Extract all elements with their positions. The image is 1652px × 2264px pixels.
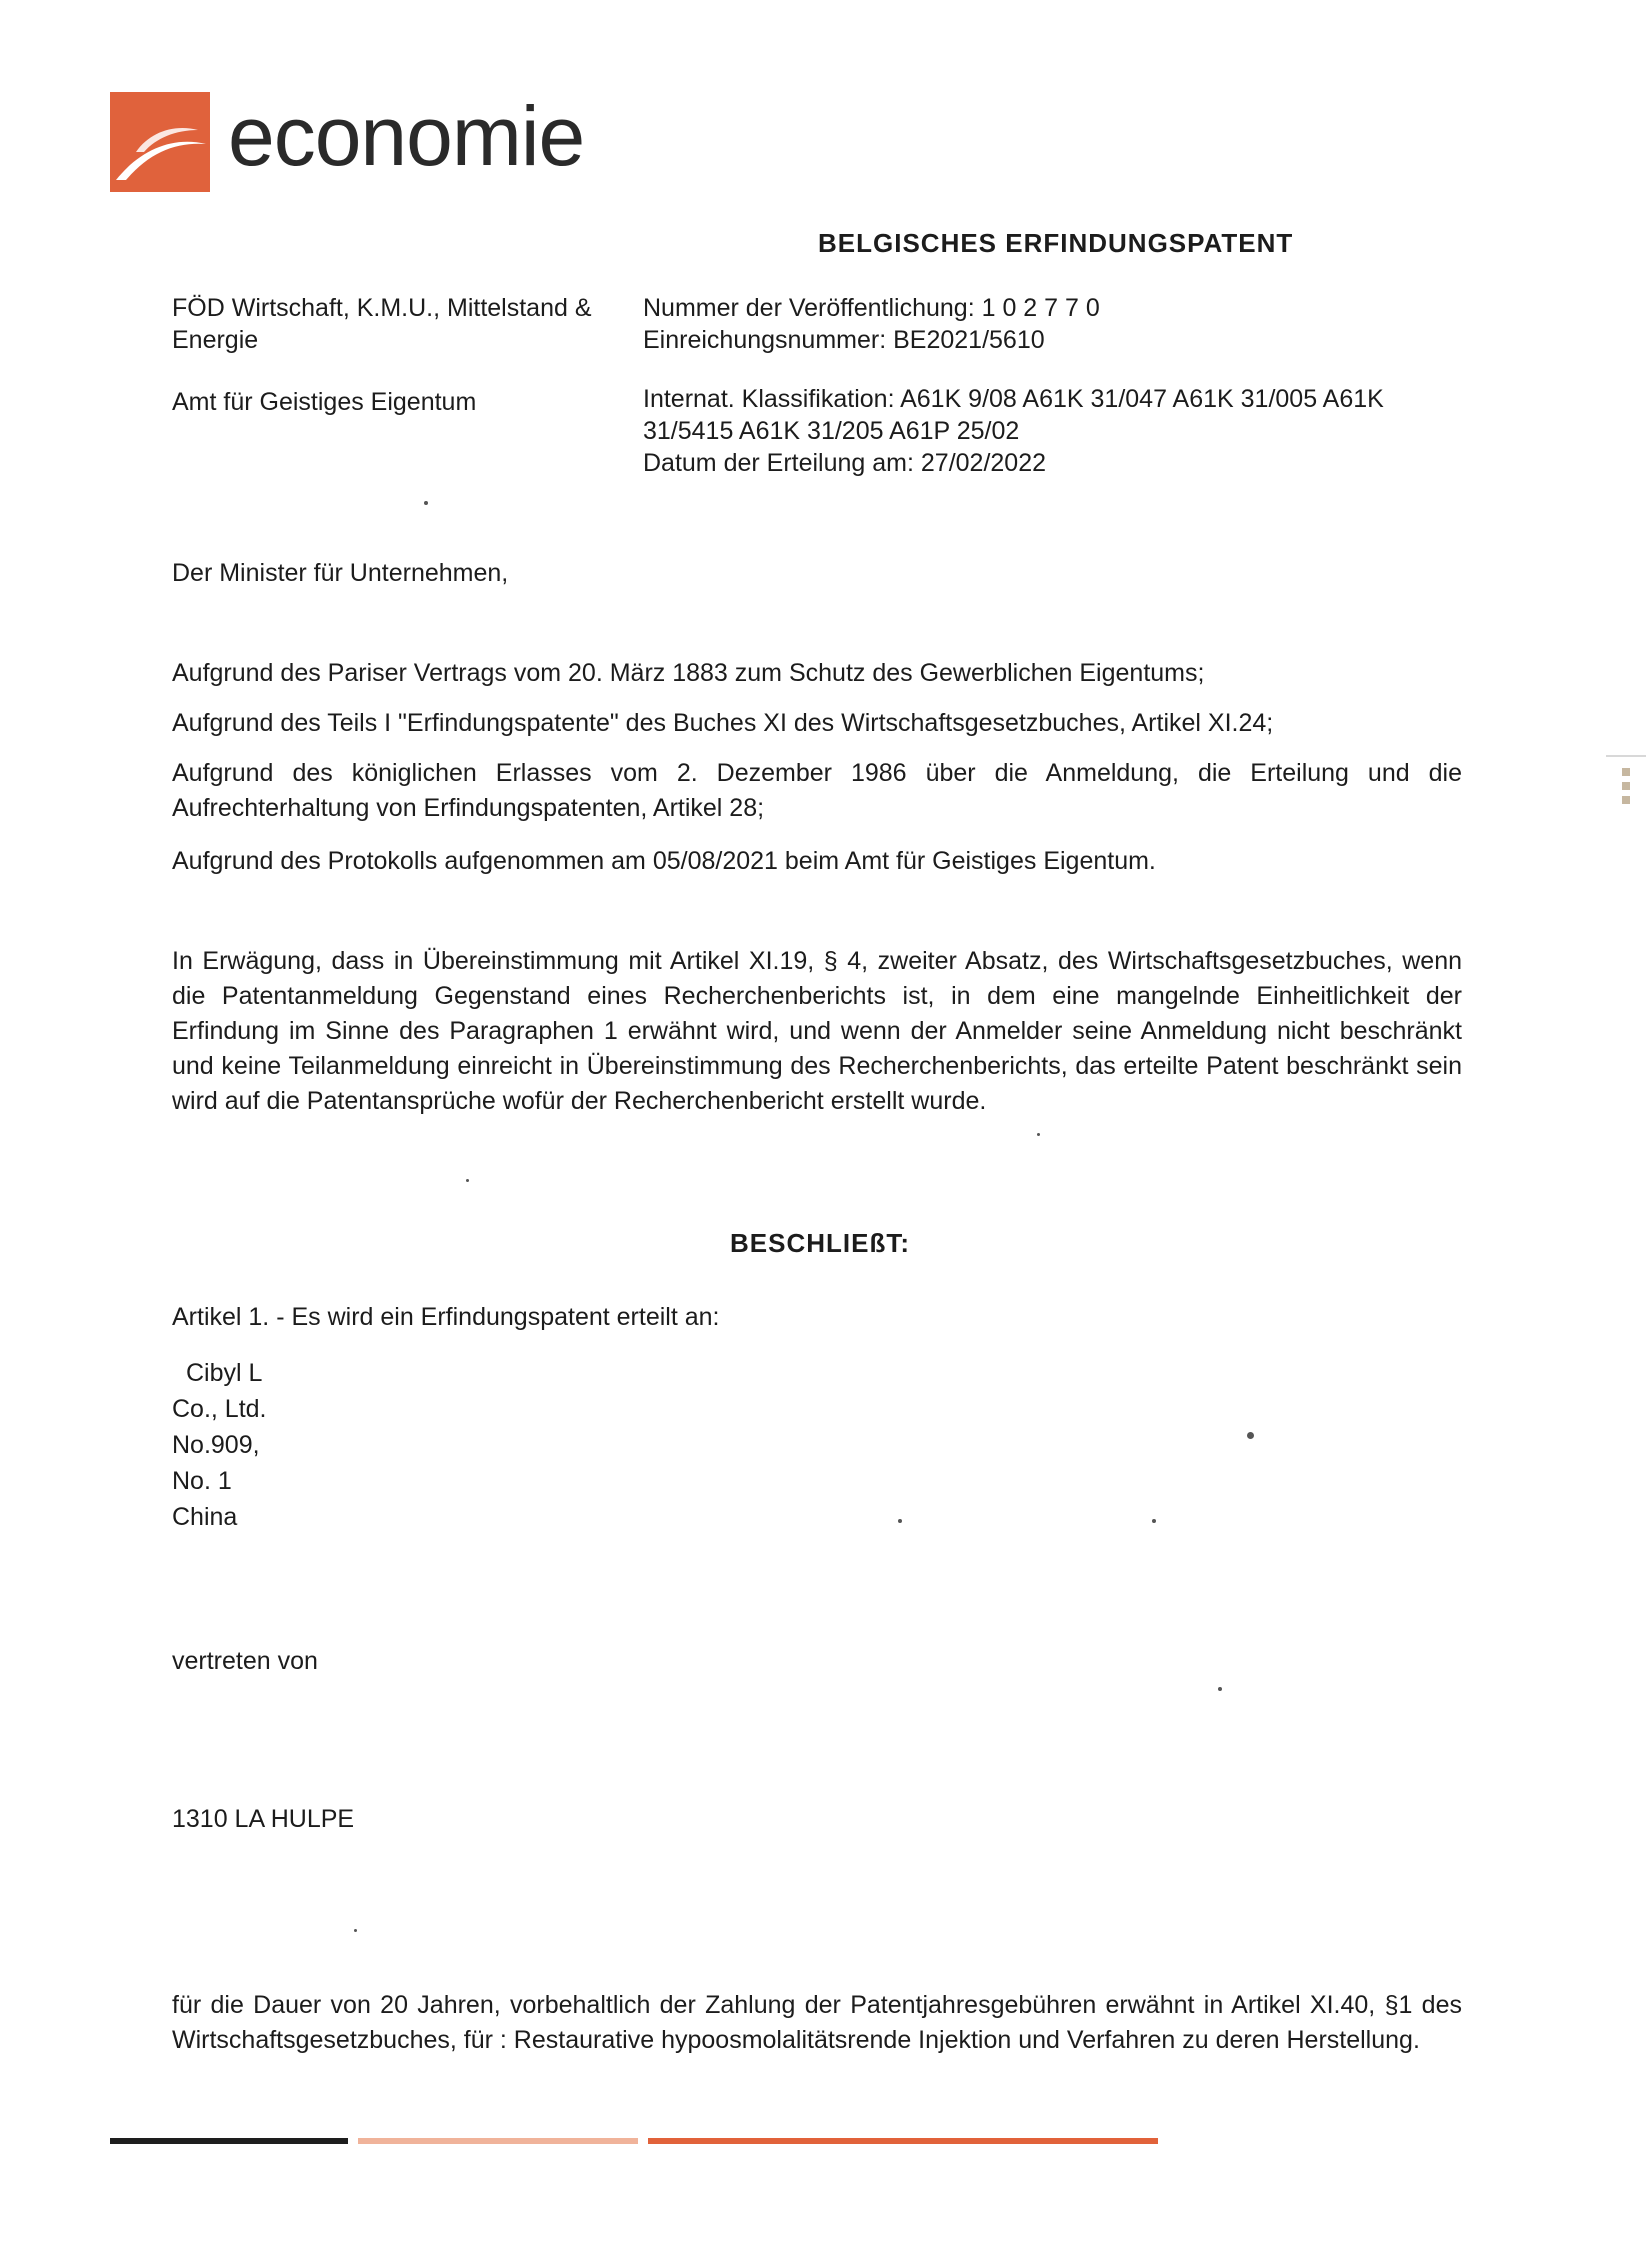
address-line: No. 1 — [172, 1467, 232, 1495]
scan-speck — [354, 1929, 357, 1932]
scan-speck — [466, 1179, 469, 1182]
issuer-office-label: Amt für Geistiges Eigentum — [172, 388, 477, 416]
issuer-line: FÖD Wirtschaft, K.M.U., Mittelstand & — [172, 294, 592, 322]
logo-wordmark: economie — [228, 89, 585, 183]
classification-line: Internat. Klassifikation: A61K 9/08 A61K 31/047 A61K 31/005 A61K — [643, 385, 1384, 413]
decision-heading: BESCHLIEßT: — [730, 1228, 910, 1258]
classification-line: 31/5415 A61K 31/205 A61P 25/02 — [643, 417, 1020, 445]
issuer-office — [172, 386, 476, 418]
publication-number: Nummer der Veröffentlichung: 1 0 2 7 7 0 — [643, 294, 1100, 322]
scan-speck — [1218, 1687, 1222, 1691]
address-line: China — [172, 1503, 238, 1531]
classification-info — [643, 383, 1384, 479]
footer-bar-dark — [110, 2138, 348, 2144]
scan-edge-line — [1606, 755, 1646, 757]
grant-date: Datum der Erteilung am: 27/02/2022 — [643, 449, 1047, 477]
economie-logo-mark-icon — [110, 92, 210, 192]
publication-info — [643, 292, 1100, 356]
scan-margin-mark — [1622, 768, 1630, 818]
recital: Aufgrund des Protokolls aufgenommen am 05/08/2021 beim Amt für Geistiges Eigentum. — [172, 847, 1156, 875]
footer-bar-light-orange — [358, 2138, 638, 2144]
recital: Aufgrund des Teils I "Erfindungspatente" des Buches XI des Wirtschaftsgesetzbuches, Artikel XI.24; — [172, 709, 1274, 737]
address-line: Co., Ltd. — [172, 1395, 267, 1423]
representative-city: 1310 LA HULPE — [172, 1805, 355, 1833]
scan-speck — [898, 1519, 902, 1523]
address-line: No.909, — [172, 1431, 260, 1459]
scan-speck — [424, 501, 428, 505]
address-line: Cibyl L — [186, 1359, 263, 1387]
economie-logo — [110, 89, 585, 192]
recital: Aufgrund des königlichen Erlasses vom 2. Dezember 1986 über die Anmeldung, die Erteilung und die Aufrechterhaltung von Erfindungspatenten, Artikel 28; — [172, 759, 1462, 822]
article-1: Artikel 1. - Es wird ein Erfindungspatent erteilt an: — [172, 1303, 720, 1331]
issuer-department — [172, 292, 592, 356]
filing-number: Einreichungsnummer: BE2021/5610 — [643, 326, 1045, 354]
scan-speck — [1152, 1519, 1156, 1523]
scan-speck — [1037, 1133, 1040, 1136]
closing-paragraph: für die Dauer von 20 Jahren, vorbehaltlich der Zahlung der Patentjahresgebühren erwähnt in Artikel XI.40, §1 des Wirtschaftsgesetzbuches, für : Restaurative hypoosmolalitätsrende Injektion und Verfahren zu deren Herstellung. — [172, 1991, 1462, 2054]
patent-holder-address — [172, 1355, 267, 1535]
document-title: BELGISCHES ERFINDUNGSPATENT — [818, 228, 1294, 258]
issuer-line: Energie — [172, 326, 259, 354]
recital: Aufgrund des Pariser Vertrags vom 20. März 1883 zum Schutz des Gewerblichen Eigentums; — [172, 659, 1205, 687]
scan-speck — [1247, 1432, 1254, 1439]
minister-line: Der Minister für Unternehmen, — [172, 559, 509, 587]
consideration-paragraph: In Erwägung, dass in Übereinstimmung mit Artikel XI.19, § 4, zweiter Absatz, des Wirtschaftsgesetzbuches, wenn die Patentanmeldung Gegenstand eines Recherchenberichts ist, in dem eine mangelnde Einheitlichkeit der Erfindung im Sinne des Paragraphen 1 erwähnt wird, und wenn der Anmelder seine Anmeldung nicht beschränkt und keine Teilanmeldung einreicht in Übereinstimmung des Recherchenberichts, das erteilte Patent beschränkt sein wird auf die Patentansprüche wofür der Recherchenbericht erstellt wurde. — [172, 947, 1462, 1115]
represented-by-label: vertreten von — [172, 1647, 318, 1675]
footer-bar-orange — [648, 2138, 1158, 2144]
